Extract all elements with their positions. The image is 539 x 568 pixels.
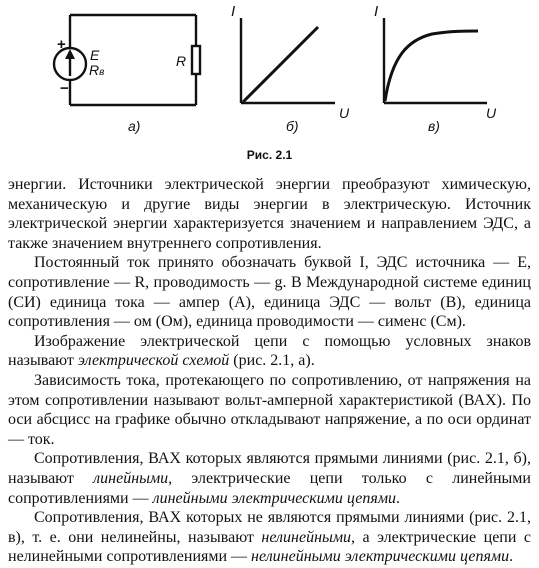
paragraph-6-text-2: , а электрические цепи с нелинейными сопротивлениями — [8,528,531,566]
term-linear: линейными [93,469,169,487]
linear-graph-x-label: U [339,105,350,121]
nonlinear-iv-graph [384,18,487,103]
term-linear-circuits: линейными электрическими цепями [152,489,397,507]
paragraph-2: Постоянный ток принято обозначать буквой I, ЭДС источника — E, сопротивление — R, проводимость — g. В Международной системе единиц (СИ) единица тока — ампер (А), единица ЭДС — вольт (В), единица сопротивления — ом (Ом), единица проводимости — сименс (См). [8,254,531,331]
resistor-symbol [192,46,200,74]
nonlinear-graph-y-label: I [374,3,379,20]
minus-sign: − [60,80,69,97]
paragraph-5-end: . [396,489,401,507]
panel-c-label: в) [428,118,440,134]
paragraph-3-ref: (рис. 2.1, а). [229,352,315,370]
paragraph-5-text: Сопротивления, ВАХ которых являются прямыми линиями (рис. 2.1, б), называют [8,450,531,487]
term-electrical-scheme: электрической схемой [77,352,230,370]
term-nonlinear-circuits: нелинейными электрическими цепями [251,548,510,566]
paragraph-6 [8,508,531,567]
source-emf-label: E [90,47,100,63]
paragraph-3-text: Изображение электрической цепи с помощью условных знаков называют [8,332,531,370]
paragraph-6-text: Сопротивления, ВАХ которых не являются прямыми линиями (рис. 2.1, в), т. е. они нелинейны, называют [8,509,531,546]
source-arrow-head [65,49,75,59]
linear-graph-y-label: I [231,3,236,20]
body-text [8,175,531,567]
paragraph-5 [8,449,531,508]
figure-caption: Рис. 2.1 [246,148,293,162]
nonlinear-iv-curve [385,31,478,101]
linear-iv-curve [243,27,318,102]
paragraph-4: Зависимость тока, протекающего по сопротивлению, от напряжения на этом сопротивлении называют вольт-амперной характеристикой (ВАХ). По оси абсцисс на графике обычно откладывают напряжение, а по оси ординат — ток. [8,371,531,448]
figure-drawing [0,0,539,145]
linear-iv-graph [241,18,335,103]
panel-a-label: а) [128,118,141,134]
resistor-label: R [176,53,187,69]
source-resistance-index: в [99,67,105,78]
figure-2-1 [0,0,539,168]
term-nonlinear: нелинейными [261,528,352,546]
panel-b-label: б) [286,118,299,134]
paragraph-6-end: . [509,548,514,566]
source-resistance-letter: R [89,62,100,78]
source-resistance-label [89,62,104,78]
paragraph-3 [8,332,531,371]
paragraph-1: энергии. Источники электрической энергии преобразуют химическую, механическую и другие виды энергии в электрическую. Источник электрической энергии характеризуется значением и направлением ЭДС, а также значением внутреннего сопротивления. [8,176,531,252]
paragraph-5-text-2: , электрические цепи только с линейными сопротивлениями — [8,469,531,507]
nonlinear-graph-x-label: U [486,105,497,121]
plus-sign: + [57,36,66,53]
